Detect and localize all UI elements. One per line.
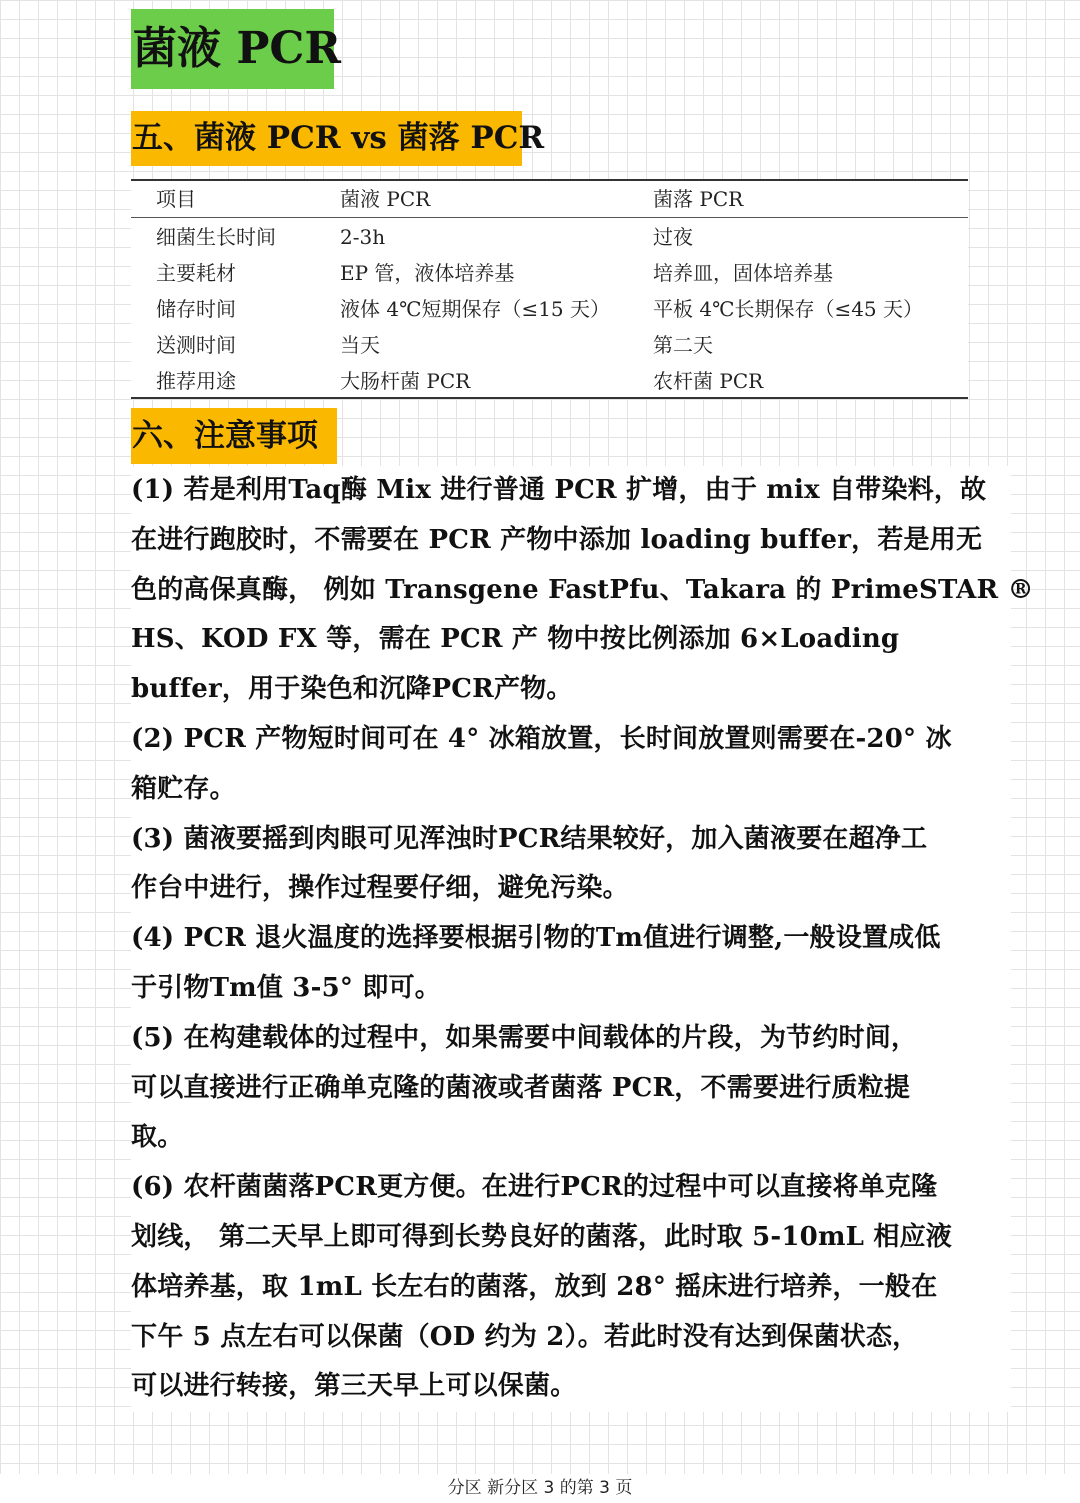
table-cell: 送测时间 <box>156 333 236 357</box>
note-line: (6) 农杆菌菌落PCR更方便。在进行PCR的过程中可以直接将单克隆 <box>131 1172 938 1203</box>
table-cell: EP 管，液体培养基 <box>340 261 515 285</box>
note-line: 划线， 第二天早上即可得到长势良好的菌落，此时取 5-10mL 相应液 <box>131 1221 953 1252</box>
page-footer: 分区 新分区 3 的第 3 页 <box>0 1474 1080 1503</box>
note-line: 作台中进行，操作过程要仔细，避免污染。 <box>131 873 629 904</box>
table-row <box>131 219 968 255</box>
table-row <box>131 327 968 363</box>
note-line: 可以直接进行正确单克隆的菌液或者菌落 PCR，不需要进行质粒提 <box>131 1072 911 1103</box>
table-cell: 过夜 <box>653 225 693 249</box>
note-line: 可以进行转接，第三天早上可以保菌。 <box>131 1371 577 1402</box>
note-line: (3) 菌液要摇到肉眼可见浑浊时PCR结果较好，加入菌液要在超净工 <box>131 823 928 854</box>
table-header-colony-pcr: 菌落 PCR <box>653 187 744 211</box>
page-title: 菌液 PCR <box>131 9 334 89</box>
table-header-row <box>131 181 968 218</box>
table-row <box>131 363 968 399</box>
section-heading-notes: 六、注意事项 <box>131 408 337 464</box>
note-line: 于引物Tm值 3-5° 即可。 <box>131 972 441 1003</box>
note-line: 在进行跑胶时，不需要在 PCR 产物中添加 loading buffer，若是用无 <box>131 524 983 555</box>
note-line: HS、KOD FX 等，需在 PCR 产 物中按比例添加 6×Loading <box>131 624 900 655</box>
table-row <box>131 255 968 291</box>
note-line: (2) PCR 产物短时间可在 4° 冰箱放置，长时间放置则需要在-20° 冰 <box>131 723 952 754</box>
note-line: 箱贮存。 <box>131 773 236 804</box>
note-line: 色的高保真酶， 例如 Transgene FastPfu、Takara 的 PrimeSTAR ® <box>131 574 1034 605</box>
table-cell: 大肠杆菌 PCR <box>340 369 471 393</box>
note-line: 取。 <box>131 1122 184 1153</box>
note-line: buffer，用于染色和沉降PCR产物。 <box>131 674 573 705</box>
note-line: 体培养基，取 1mL 长左右的菌落，放到 28° 摇床进行培养，一般在 <box>131 1271 938 1302</box>
section-heading-comparison: 五、菌液 PCR vs 菌落 PCR <box>131 111 522 166</box>
note-line: (4) PCR 退火温度的选择要根据引物的Tm值进行调整,一般设置成低 <box>131 923 941 954</box>
table-cell: 第二天 <box>653 333 713 357</box>
note-line: (1) 若是利用Taq酶 Mix 进行普通 PCR 扩增，由于 mix 自带染料，故 <box>131 475 987 505</box>
table-cell: 当天 <box>340 333 380 357</box>
table-header-item: 项目 <box>156 187 196 211</box>
table-cell: 推荐用途 <box>156 369 236 393</box>
table-cell: 储存时间 <box>156 297 236 321</box>
notes-body <box>131 466 1034 1412</box>
table-row <box>131 291 968 327</box>
note-line: (5) 在构建载体的过程中，如果需要中间载体的片段，为节约时间， <box>131 1022 918 1053</box>
table-cell: 2-3h <box>340 225 386 249</box>
table-cell: 主要耗材 <box>156 261 236 285</box>
table-cell: 细菌生长时间 <box>156 225 276 249</box>
table-header-broth-pcr: 菌液 PCR <box>340 187 431 211</box>
note-line: 下午 5 点左右可以保菌（OD 约为 2）。若此时没有达到保菌状态， <box>131 1321 919 1352</box>
table-cell: 液体 4℃短期保存（≤15 天） <box>340 297 611 321</box>
table-cell: 农杆菌 PCR <box>653 369 764 393</box>
table-cell: 平板 4℃长期保存（≤45 天） <box>653 297 924 321</box>
comparison-table <box>131 179 968 399</box>
table-cell: 培养皿，固体培养基 <box>653 261 833 285</box>
